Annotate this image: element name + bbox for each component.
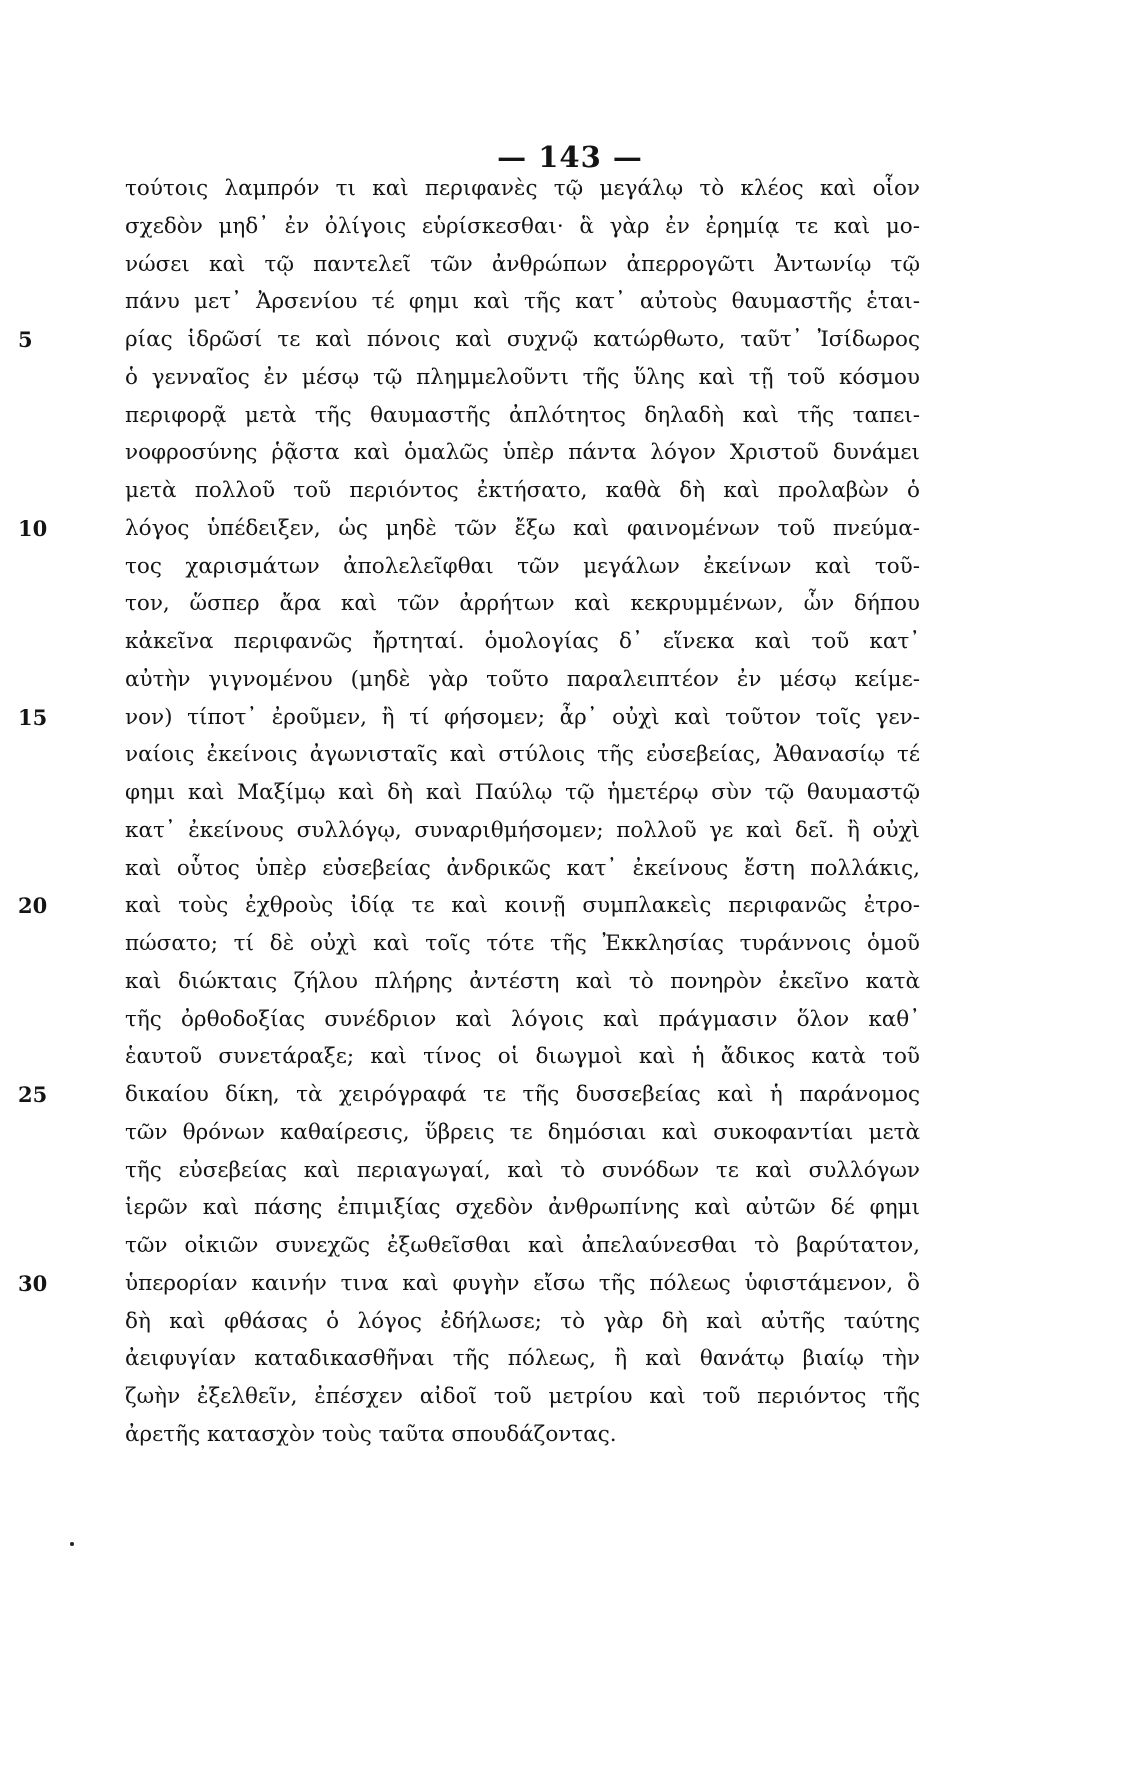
line-text: νώσει καὶ τῷ παντελεῖ τῶν ἀνθρώπων ἀπερρογῶτι Ἀντωνίῳ τῷ bbox=[125, 251, 920, 277]
line-text: ἑαυτοῦ συνετάραξε; καὶ τίνος οἱ διωγμοὶ καὶ ἡ ἄδικος κατὰ τοῦ bbox=[125, 1044, 920, 1070]
line-text: τῶν θρόνων καθαίρεσις, ὕβρεις τε δημόσιαι καὶ συκοφαντίαι μετὰ bbox=[125, 1119, 920, 1145]
line-text: ρίας ἱδρῶσί τε καὶ πόνοις καὶ συχνῷ κατώρθωτο, ταῦτ᾽ Ἰσίδωρος bbox=[125, 327, 920, 352]
line-text: τος χαρισμάτων ἀπολελεῖφθαι τῶν μεγάλων ἐκείνων καὶ τοῦ- bbox=[125, 553, 920, 579]
text-line bbox=[18, 510, 920, 548]
line-text: περιφορᾷ μετὰ τῆς θαυμαστῆς ἀπλότητος δηλαδὴ καὶ τῆς ταπει- bbox=[125, 402, 920, 428]
text-line bbox=[18, 321, 920, 359]
text-line bbox=[125, 585, 920, 623]
text-line bbox=[125, 963, 920, 1001]
line-text: ὑπερορίαν καινήν τινα καὶ φυγὴν εἴσω τῆς πόλεως ὑφιστάμενον, ὃ bbox=[125, 1270, 920, 1296]
line-number: 30 bbox=[18, 1270, 48, 1296]
text-line bbox=[125, 434, 920, 472]
line-text: δὴ καὶ φθάσας ὁ λόγος ἐδήλωσε; τὸ γὰρ δὴ καὶ αὐτῆς ταύτης bbox=[125, 1308, 920, 1334]
line-text: ἀειφυγίαν καταδικασθῆναι τῆς πόλεως, ἢ καὶ θανάτῳ βιαίῳ τὴν bbox=[125, 1346, 920, 1372]
line-number: 10 bbox=[18, 515, 48, 541]
text-line bbox=[125, 1378, 920, 1416]
text-line bbox=[125, 472, 920, 510]
line-text: τον, ὥσπερ ἄρα καὶ τῶν ἀρρήτων καὶ κεκρυμμένων, ὧν δήπου bbox=[125, 591, 920, 617]
text-line bbox=[125, 623, 920, 661]
text-line bbox=[125, 1038, 920, 1076]
text-line bbox=[18, 1076, 920, 1114]
text-line bbox=[125, 774, 920, 812]
line-text: κἀκεῖνα περιφανῶς ἤρτηταί. ὁμολογίας δ᾽ εἵνεκα καὶ τοῦ κατ᾽ bbox=[125, 629, 920, 654]
text-line bbox=[18, 699, 920, 737]
line-text: καὶ τοὺς ἐχθροὺς ἰδίᾳ τε καὶ κοινῇ συμπλακεὶς περιφανῶς ἐτρο- bbox=[125, 893, 920, 919]
line-text: καὶ διώκταις ζήλου πλήρης ἀντέστη καὶ τὸ πονηρὸν ἐκεῖνο κατὰ bbox=[125, 968, 920, 994]
ink-dot bbox=[70, 1542, 74, 1546]
line-text: νοφροσύνης ῥᾷστα καὶ ὁμαλῶς ὑπὲρ πάντα λόγον Χριστοῦ δυνάμει bbox=[125, 440, 920, 466]
line-text: πάνυ μετ᾽ Ἀρσενίου τέ φημι καὶ τῆς κατ᾽ αὐτοὺς θαυμαστῆς ἑται- bbox=[125, 289, 920, 315]
text-line bbox=[125, 246, 920, 284]
line-text: κατ᾽ ἐκείνους συλλόγῳ, συναριθμήσομεν; πολλοῦ γε καὶ δεῖ. ἢ οὐχὶ bbox=[125, 817, 920, 843]
text-line bbox=[18, 887, 920, 925]
text-line bbox=[125, 170, 920, 208]
text-line bbox=[125, 812, 920, 850]
text-line bbox=[125, 1152, 920, 1190]
line-text: ὁ γενναῖος ἐν μέσῳ τῷ πλημμελοῦντι τῆς ὕλης καὶ τῇ τοῦ κόσμου bbox=[125, 364, 920, 390]
greek-text-block bbox=[18, 170, 920, 1454]
line-number: 15 bbox=[18, 704, 48, 730]
text-line bbox=[125, 1416, 920, 1454]
text-line bbox=[125, 1340, 920, 1378]
line-text: καὶ οὗτος ὑπὲρ εὐσεβείας ἀνδρικῶς κατ᾽ ἐκείνους ἔστη πολλάκις, bbox=[125, 855, 920, 881]
line-text: τῆς εὐσεβείας καὶ περιαγωγαί, καὶ τὸ συνόδων τε καὶ συλλόγων bbox=[125, 1157, 920, 1183]
text-line bbox=[125, 1303, 920, 1341]
text-line bbox=[125, 925, 920, 963]
line-text: ναίοις ἐκείνοις ἀγωνισταῖς καὶ στύλοις τῆς εὐσεβείας, Ἀθανασίῳ τέ bbox=[125, 742, 920, 768]
line-number: 25 bbox=[18, 1082, 48, 1107]
text-line bbox=[125, 283, 920, 321]
text-line bbox=[125, 548, 920, 586]
line-text: σχεδὸν μηδ᾽ ἐν ὀλίγοις εὑρίσκεσθαι· ἃ γὰρ ἐν ἐρημίᾳ τε καὶ μο- bbox=[125, 213, 920, 239]
line-text: τῆς ὀρθοδοξίας συνέδριον καὶ λόγοις καὶ πράγμασιν ὅλον καθ᾽ bbox=[125, 1006, 920, 1032]
text-line bbox=[125, 850, 920, 888]
line-text: πώσατο; τί δὲ οὐχὶ καὶ τοῖς τότε τῆς Ἐκκλησίας τυράννοις ὁμοῦ bbox=[125, 931, 920, 956]
line-number: 20 bbox=[18, 893, 48, 919]
page-number: — 143 — bbox=[497, 140, 643, 174]
line-text: λόγος ὑπέδειξεν, ὡς μηδὲ τῶν ἔξω καὶ φαινομένων τοῦ πνεύμα- bbox=[125, 515, 920, 541]
line-text: φημι καὶ Μαξίμῳ καὶ δὴ καὶ Παύλῳ τῷ ἡμετέρῳ σὺν τῷ θαυμαστῷ bbox=[125, 780, 920, 805]
line-text: μετὰ πολλοῦ τοῦ περιόντος ἐκτήσατο, καθὰ δὴ καὶ προλαβὼν ὁ bbox=[125, 478, 920, 503]
text-line bbox=[125, 208, 920, 246]
text-line bbox=[125, 359, 920, 397]
line-text: ἱερῶν καὶ πάσης ἐπιμιξίας σχεδὸν ἀνθρωπίνης καὶ αὐτῶν δέ φημι bbox=[125, 1195, 920, 1221]
text-line bbox=[125, 397, 920, 435]
text-line bbox=[125, 661, 920, 699]
line-text: τούτοις λαμπρόν τι καὶ περιφανὲς τῷ μεγάλῳ τὸ κλέος καὶ οἷον bbox=[125, 176, 920, 201]
text-line bbox=[18, 1265, 920, 1303]
line-text: τῶν οἰκιῶν συνεχῶς ἐξωθεῖσθαι καὶ ἀπελαύνεσθαι τὸ βαρύτατον, bbox=[125, 1233, 920, 1258]
line-text: δικαίου δίκη, τὰ χειρόγραφά τε τῆς δυσσεβείας καὶ ἡ παράνομος bbox=[125, 1082, 920, 1107]
text-line bbox=[125, 1189, 920, 1227]
line-number: 5 bbox=[18, 327, 33, 352]
line-text: ἀρετῆς κατασχὸν τοὺς ταῦτα σπουδάζοντας. bbox=[125, 1421, 617, 1447]
text-line bbox=[125, 1227, 920, 1265]
line-text: ζωὴν ἐξελθεῖν, ἐπέσχεν αἰδοῖ τοῦ μετρίου καὶ τοῦ περιόντος τῆς bbox=[125, 1384, 920, 1409]
text-line bbox=[125, 736, 920, 774]
text-line bbox=[125, 1114, 920, 1152]
line-text: αὐτὴν γιγνομένου (μηδὲ γὰρ τοῦτο παραλειπτέον ἐν μέσῳ κείμε- bbox=[125, 666, 920, 692]
text-line bbox=[125, 1001, 920, 1039]
line-text: νον) τίποτ᾽ ἐροῦμεν, ἢ τί φήσομεν; ἆρ᾽ οὐχὶ καὶ τοῦτον τοῖς γεν- bbox=[125, 704, 920, 730]
